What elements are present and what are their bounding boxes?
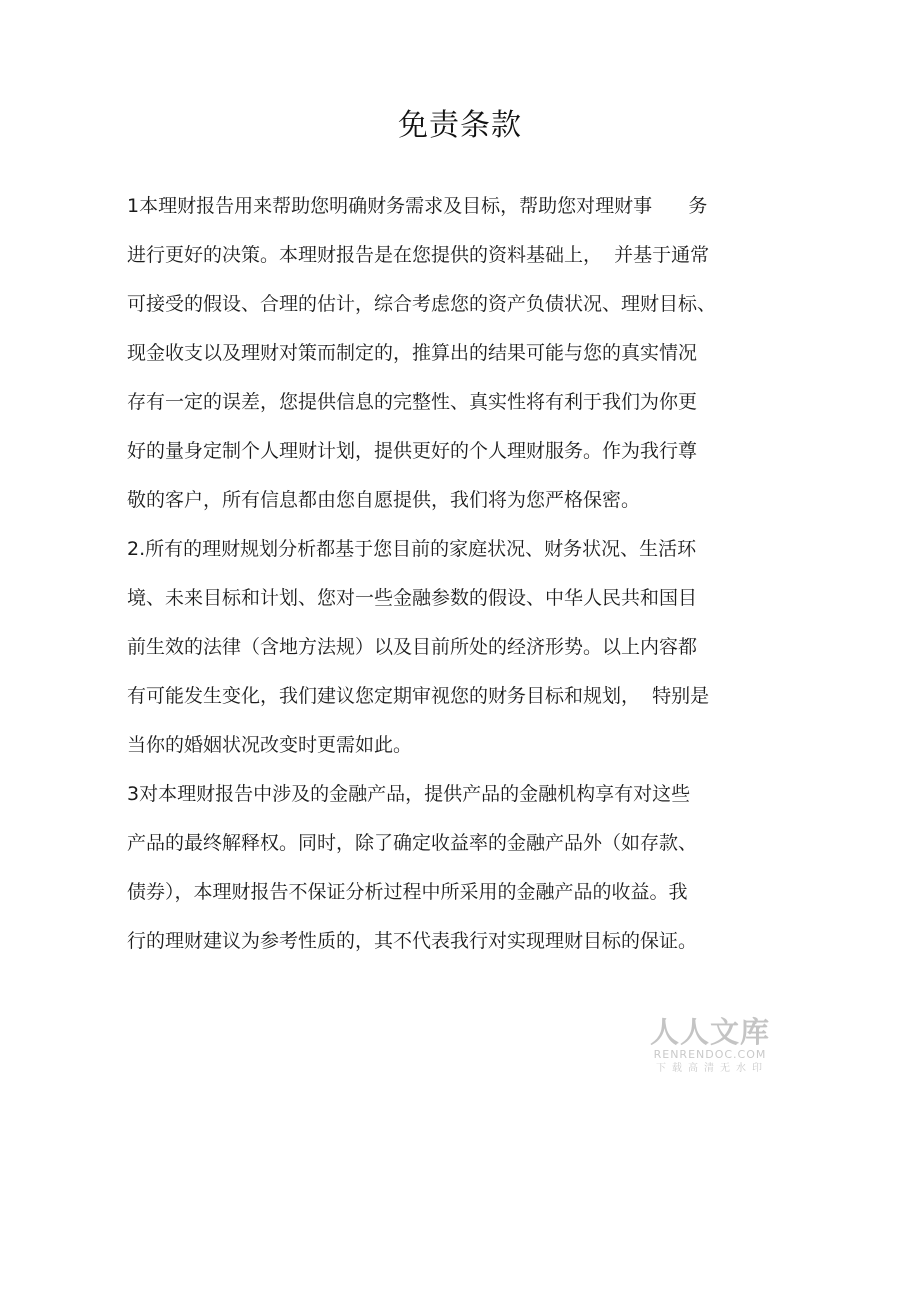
paragraph-line: 当你的婚姻状况改变时更需如此。 <box>127 734 413 756</box>
paragraph-line: 好的量身定制个人理财计划，提供更好的个人理财服务。作为我行尊 <box>127 440 698 462</box>
paragraph-line: 存有一定的误差，您提供信息的完整性、真实性将有利于我们为你更 <box>127 391 698 413</box>
paragraph-line: 1本理财报告用来帮助您明确财务需求及目标，帮助您对理财事 务 <box>127 195 708 217</box>
paragraph-line: 境、未来目标和计划、您对一些金融参数的假设、中华人民共和国目 <box>127 587 698 609</box>
paragraph-line: 进行更好的决策。本理财报告是在您提供的资料基础上， 并基于通常 <box>127 244 710 266</box>
watermark-name: 人人文库 <box>649 1015 770 1049</box>
paragraph-line: 可接受的假设、合理的估计，综合考虑您的资产负债状况、理财目标、 <box>127 293 717 315</box>
paragraph-line: 3对本理财报告中涉及的金融产品，提供产品的金融机构享有对这些 <box>127 783 691 805</box>
watermark-domain: RENRENDOC.COM <box>653 1048 767 1061</box>
document-title: 免责条款 <box>398 108 522 143</box>
paragraph-line: 现金收支以及理财对策而制定的，推算出的结果可能与您的真实情况 <box>127 342 698 364</box>
watermark-logo <box>646 1016 774 1076</box>
paragraph-line: 敬的客户，所有信息都由您自愿提供，我们将为您严格保密。 <box>127 489 641 511</box>
paragraph-line: 2.所有的理财规划分析都基于您目前的家庭状况、财务状况、生活环 <box>127 538 697 560</box>
paragraph-line: 前生效的法律（含地方法规）以及目前所处的经济形势。以上内容都 <box>127 636 698 658</box>
paragraph-line: 有可能发生变化，我们建议您定期审视您的财务目标和规划， 特别是 <box>127 685 710 707</box>
paragraph-line: 产品的最终解释权。同时，除了确定收益率的金融产品外（如存款、 <box>127 832 698 854</box>
paragraph-line: 债券），本理财报告不保证分析过程中所采用的金融产品的收益。我 <box>127 881 688 903</box>
paragraph-line: 行的理财建议为参考性质的，其不代表我行对实现理财目标的保证。 <box>127 930 698 952</box>
watermark-slogan: 下载高清无水印 <box>656 1063 768 1074</box>
